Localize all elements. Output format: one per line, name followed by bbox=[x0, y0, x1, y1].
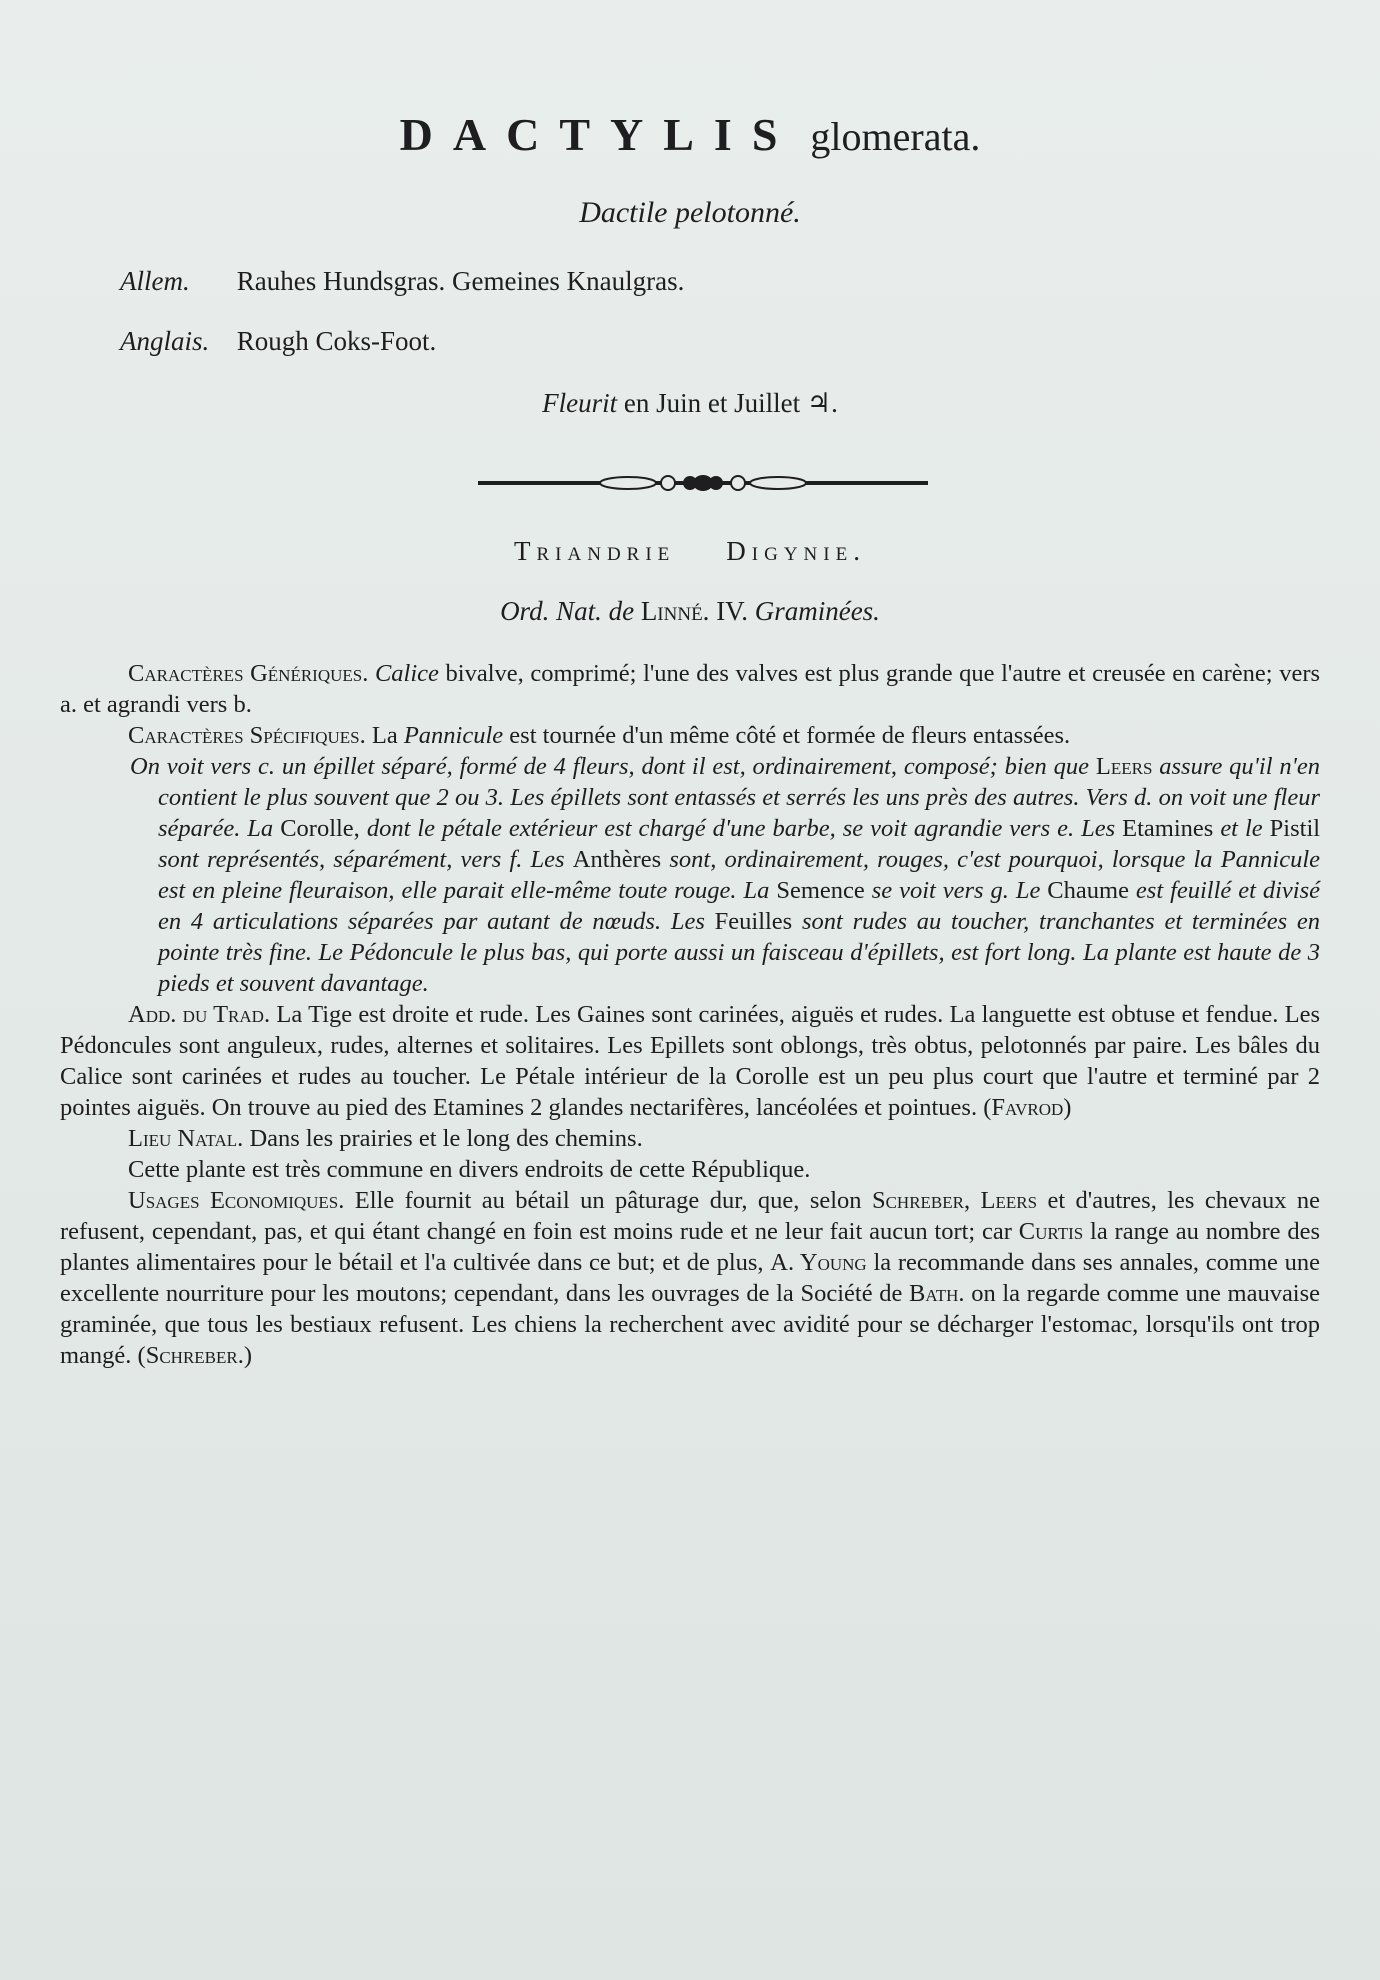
specific-term: Pannicule bbox=[403, 722, 504, 749]
specific-characters bbox=[60, 720, 1320, 751]
obs-leers: Leers bbox=[1095, 753, 1153, 780]
perennial-symbol: ♃. bbox=[806, 388, 838, 418]
specific-text: est tournée d'un même côté et formée de fleurs entassées. bbox=[509, 722, 1071, 749]
usages-close: ) bbox=[243, 1342, 253, 1369]
specific-pre: La bbox=[371, 722, 398, 749]
usages-leers: Leers bbox=[980, 1187, 1038, 1214]
english-names bbox=[120, 326, 436, 357]
obs-feuilles: Feuilles bbox=[714, 908, 793, 935]
german-value: Rauhes Hundsgras. Gemeines Knaulgras. bbox=[236, 266, 685, 296]
generic-characters bbox=[60, 658, 1320, 720]
english-label: Anglais. bbox=[120, 326, 210, 356]
natural-order-prefix: Ord. Nat. de bbox=[500, 596, 635, 626]
flowering-line bbox=[0, 388, 1380, 419]
usages-bath: Bath. bbox=[909, 1280, 965, 1307]
obs-text-6: sont, ordinairement, rouges, c'est pourquoi, lorsque la Pannicule est en pleine fleuraison, elle parait elle-même toute rouge. La bbox=[158, 846, 1321, 904]
usages-label: Usages Economiques. bbox=[128, 1187, 345, 1214]
native-habitat bbox=[60, 1123, 1320, 1154]
generic-term: Calice bbox=[374, 660, 439, 687]
obs-antheres: Anthères bbox=[572, 846, 662, 873]
usages-text-1: Elle fournit au bétail un pâturage dur, que, selon bbox=[354, 1187, 862, 1214]
english-value: Rough Coks-Foot. bbox=[236, 326, 437, 356]
lieu-text: Dans les prairies et le long des chemins. bbox=[249, 1125, 643, 1152]
usages-text-4: la recommande dans ses annales, comme une excellente nourriture pour les moutons; cependant, dans les ouvrages de la Société de bbox=[60, 1249, 1320, 1307]
species-epithet: glomerata. bbox=[810, 114, 981, 159]
observation-paragraph bbox=[60, 751, 1320, 999]
obs-etamines: Etamines bbox=[1122, 815, 1214, 842]
usages-young: A. Young bbox=[770, 1249, 867, 1276]
obs-pistil: Pistil bbox=[1269, 815, 1321, 842]
generic-label: Caractères Génériques. bbox=[128, 660, 369, 687]
flowering-value: en Juin et Juillet bbox=[623, 388, 801, 418]
natural-order-numeral: IV. bbox=[716, 596, 748, 626]
obs-text-1: On voit vers c. un épillet séparé, formé de 4 fleurs, dont il est, ordinairement, composé; bien que bbox=[130, 753, 1090, 780]
obs-text-3: dont le pétale extérieur est chargé d'une barbe, se voit agrandie vers e. Les bbox=[366, 815, 1116, 842]
obs-text-9: sont rudes au toucher, tranchantes et terminées en pointe très fine. Le Pédoncule le plus bas, qui porte aussi un faisceau d'épillets, est fort long. La plante est haute de 3 pieds et souvent davantage. bbox=[158, 908, 1320, 997]
specific-label: Caractères Spécifiques. bbox=[128, 722, 366, 749]
natural-order bbox=[0, 596, 1380, 627]
obs-text-2: assure qu'il n'en contient le plus souvent que 2 ou 3. Les épillets sont entassés et serrés les uns près des autres. Vers d. on voit une fleur séparée. La bbox=[158, 753, 1321, 842]
obs-text-8: est feuillé et divisé en 4 articulations séparées par autant de nœuds. Les bbox=[158, 877, 1321, 935]
obs-text-5: sont représentés, séparément, vers f. Les bbox=[158, 846, 565, 873]
description-body bbox=[60, 658, 1320, 1371]
class-name: Triandrie bbox=[514, 536, 676, 566]
usages-text-5: on la regarde comme une mauvaise graminée, que tous les bestiaux refusent. Les chiens la recherchent avec avidité pour se décharger l'estomac, lorsqu'ils ont trop mangé. ( bbox=[60, 1280, 1321, 1369]
obs-chaume: Chaume bbox=[1047, 877, 1129, 904]
obs-text-4: et le bbox=[1220, 815, 1263, 842]
common-name: Dactile pelotonné. bbox=[579, 196, 801, 229]
commonness-note: Cette plante est très commune en divers endroits de cette République. bbox=[128, 1156, 811, 1183]
flowering-label: Fleurit bbox=[542, 388, 618, 418]
usages-text-3: la range au nombre des plantes alimentaires pour le bétail et l'a cultivée dans ce but; et de plus, bbox=[60, 1218, 1321, 1276]
usages-schreber: Schreber, bbox=[871, 1187, 971, 1214]
lieu-label: Lieu Natal. bbox=[128, 1125, 244, 1152]
natural-order-family: Graminées. bbox=[754, 596, 880, 626]
linnaean-classification bbox=[0, 536, 1380, 567]
generic-text: bivalve, comprimé; l'une des valves est plus grande que l'autre et creusée en carène; vers a. et agrandi vers b. bbox=[60, 660, 1321, 718]
species-title bbox=[0, 108, 1380, 161]
economic-uses bbox=[60, 1185, 1320, 1371]
genus-name: DACTYLIS bbox=[399, 109, 798, 160]
order-name: Digynie. bbox=[726, 536, 866, 566]
german-label: Allem. bbox=[120, 266, 190, 296]
obs-corolle: Corolle, bbox=[280, 815, 360, 842]
translator-additions bbox=[60, 999, 1320, 1123]
usages-text-2: et d'autres, les chevaux ne refusent, cependant, pas, et qui étant changé en foin est moins rude et ne leur fait aucun tort; car bbox=[60, 1187, 1320, 1245]
german-names bbox=[120, 266, 684, 297]
obs-semence: Semence bbox=[776, 877, 865, 904]
add-label: Add. du Trad. bbox=[128, 1001, 271, 1028]
ornamental-divider bbox=[478, 468, 928, 498]
usages-curtis: Curtis bbox=[1018, 1218, 1084, 1245]
obs-text-7: se voit vers g. Le bbox=[871, 877, 1041, 904]
usages-schreber-2: Schreber. bbox=[145, 1342, 244, 1369]
add-close: ) bbox=[1063, 1094, 1072, 1121]
natural-order-author: Linné. bbox=[640, 596, 710, 626]
add-author: Favrod bbox=[991, 1094, 1064, 1121]
add-text: La Tige est droite et rude. Les Gaines sont carinées, aiguës et rudes. La languette est obtuse et fendue. Les Pédoncules sont anguleux, rudes, alternes et solitaires. Les Epillets sont oblongs, très obtus, pelotonnés par paire. Les bâles du Calice sont carinées et rudes au toucher. Le Pétale intérieur de la Corolle est un peu plus court que l'autre et terminé par 2 pointes aiguës. On trouve au pied des Etamines 2 glandes nectarifères, lancéolées et pointues. ( bbox=[60, 1001, 1321, 1121]
